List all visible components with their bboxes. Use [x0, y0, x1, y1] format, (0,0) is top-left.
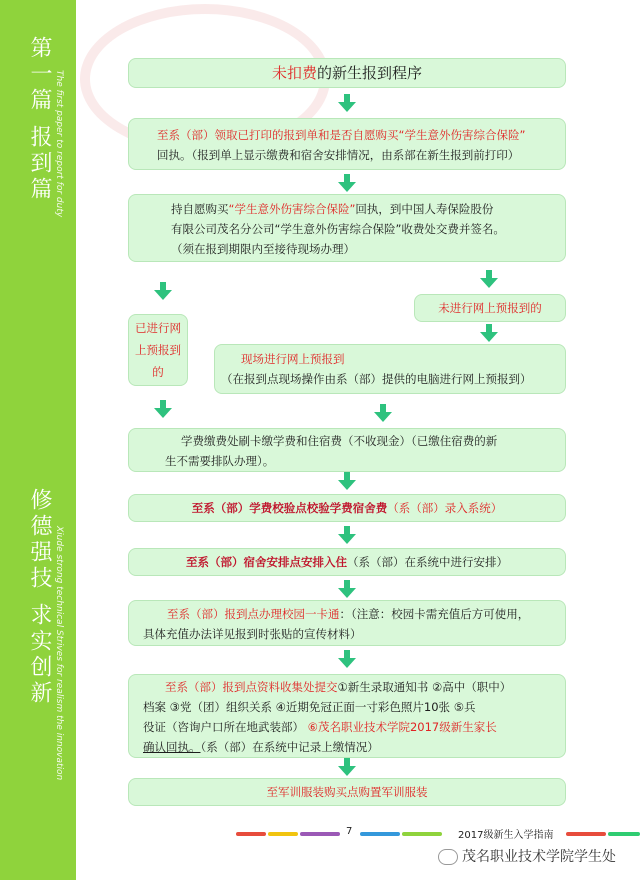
arrow-down-icon [338, 472, 356, 490]
flow-title: 未扣费的新生报到程序 [128, 58, 566, 88]
footer-stripe [268, 832, 298, 836]
footer-stripe [300, 832, 340, 836]
branch-preregistered: 已进行网上预报到的 [128, 314, 188, 386]
arrow-down-icon [338, 94, 356, 112]
page-number: 7 [346, 826, 353, 837]
motto: 修德强技 求实创新 [27, 488, 52, 707]
arrow-down-icon [338, 650, 356, 668]
footer-stripe [236, 832, 266, 836]
arrow-down-icon [338, 580, 356, 598]
step-dorm-assignment: 至系（部）宿舍安排点安排入住（系（部）在系统中进行安排） [128, 548, 566, 576]
motto-en: Xiude strong technical Strives for realism the innovation [54, 526, 64, 781]
arrow-down-icon [480, 270, 498, 288]
sidebar [0, 0, 76, 880]
footer-stripe [402, 832, 442, 836]
wechat-icon [438, 849, 458, 865]
chapter-title: 第一篇 报到篇 [27, 36, 52, 203]
arrow-down-icon [154, 400, 172, 418]
step-onsite-preregistration: 现场进行网上预报到 （在报到点现场操作由系（部）提供的电脑进行网上预报到） [214, 344, 566, 394]
arrow-down-icon [338, 758, 356, 776]
step-military-uniform: 至军训服装购买点购置军训服装 [128, 778, 566, 806]
branch-not-preregistered: 未进行网上预报到的 [414, 294, 566, 322]
step-verify-fees: 至系（部）学费校验点校验学费宿舍费（系（部）录入系统） [128, 494, 566, 522]
step-collect-report-form: 至系（部）领取已打印的报到单和是否自愿购买“学生意外伤害综合保险” 回执。（报到单上显示缴费和宿舍安排情况，由系部在新生报到前打印） [128, 118, 566, 170]
footer-stripe [608, 832, 640, 836]
step-pay-tuition: 学费缴费处刷卡缴学费和住宿费（不收现金）（已缴住宿费的新 生不需要排队办理）。 [128, 428, 566, 472]
arrow-down-icon [480, 324, 498, 342]
step-campus-card: 至系（部）报到点办理校园一卡通：（注意：校园卡需充值后方可使用， 具体充值办法详见报到时张贴的宣传材料） [128, 600, 566, 646]
arrow-down-icon [374, 404, 392, 422]
wechat-source: 茂名职业技术学院学生处 [438, 846, 616, 866]
arrow-down-icon [338, 526, 356, 544]
guide-title: 2017级新生入学指南 [458, 830, 554, 841]
arrow-down-icon [338, 174, 356, 192]
chapter-subtitle-en: The first paper to report for duty [54, 70, 64, 218]
arrow-down-icon [154, 282, 172, 300]
step-submit-documents: 至系（部）报到点资料收集处提交①新生录取通知书 ②高中（职中） 档案 ③党（团）组织关系 ④近期免冠正面一寸彩色照片10张 ⑤兵 役证（咨询户口所在地武装部） ⑥茂名职业技术学院2017级新生家长 确认回执。（系（部）在系统中记录上缴情况） [128, 674, 566, 758]
footer-stripe [360, 832, 400, 836]
step-insurance: 持自愿购买“学生意外伤害综合保险”回执，到中国人寿保险股份 有限公司茂名分公司“学生意外伤害综合保险”收费处交费并签名。 （须在报到期限内至接待现场办理） [128, 194, 566, 262]
footer-stripe [566, 832, 606, 836]
